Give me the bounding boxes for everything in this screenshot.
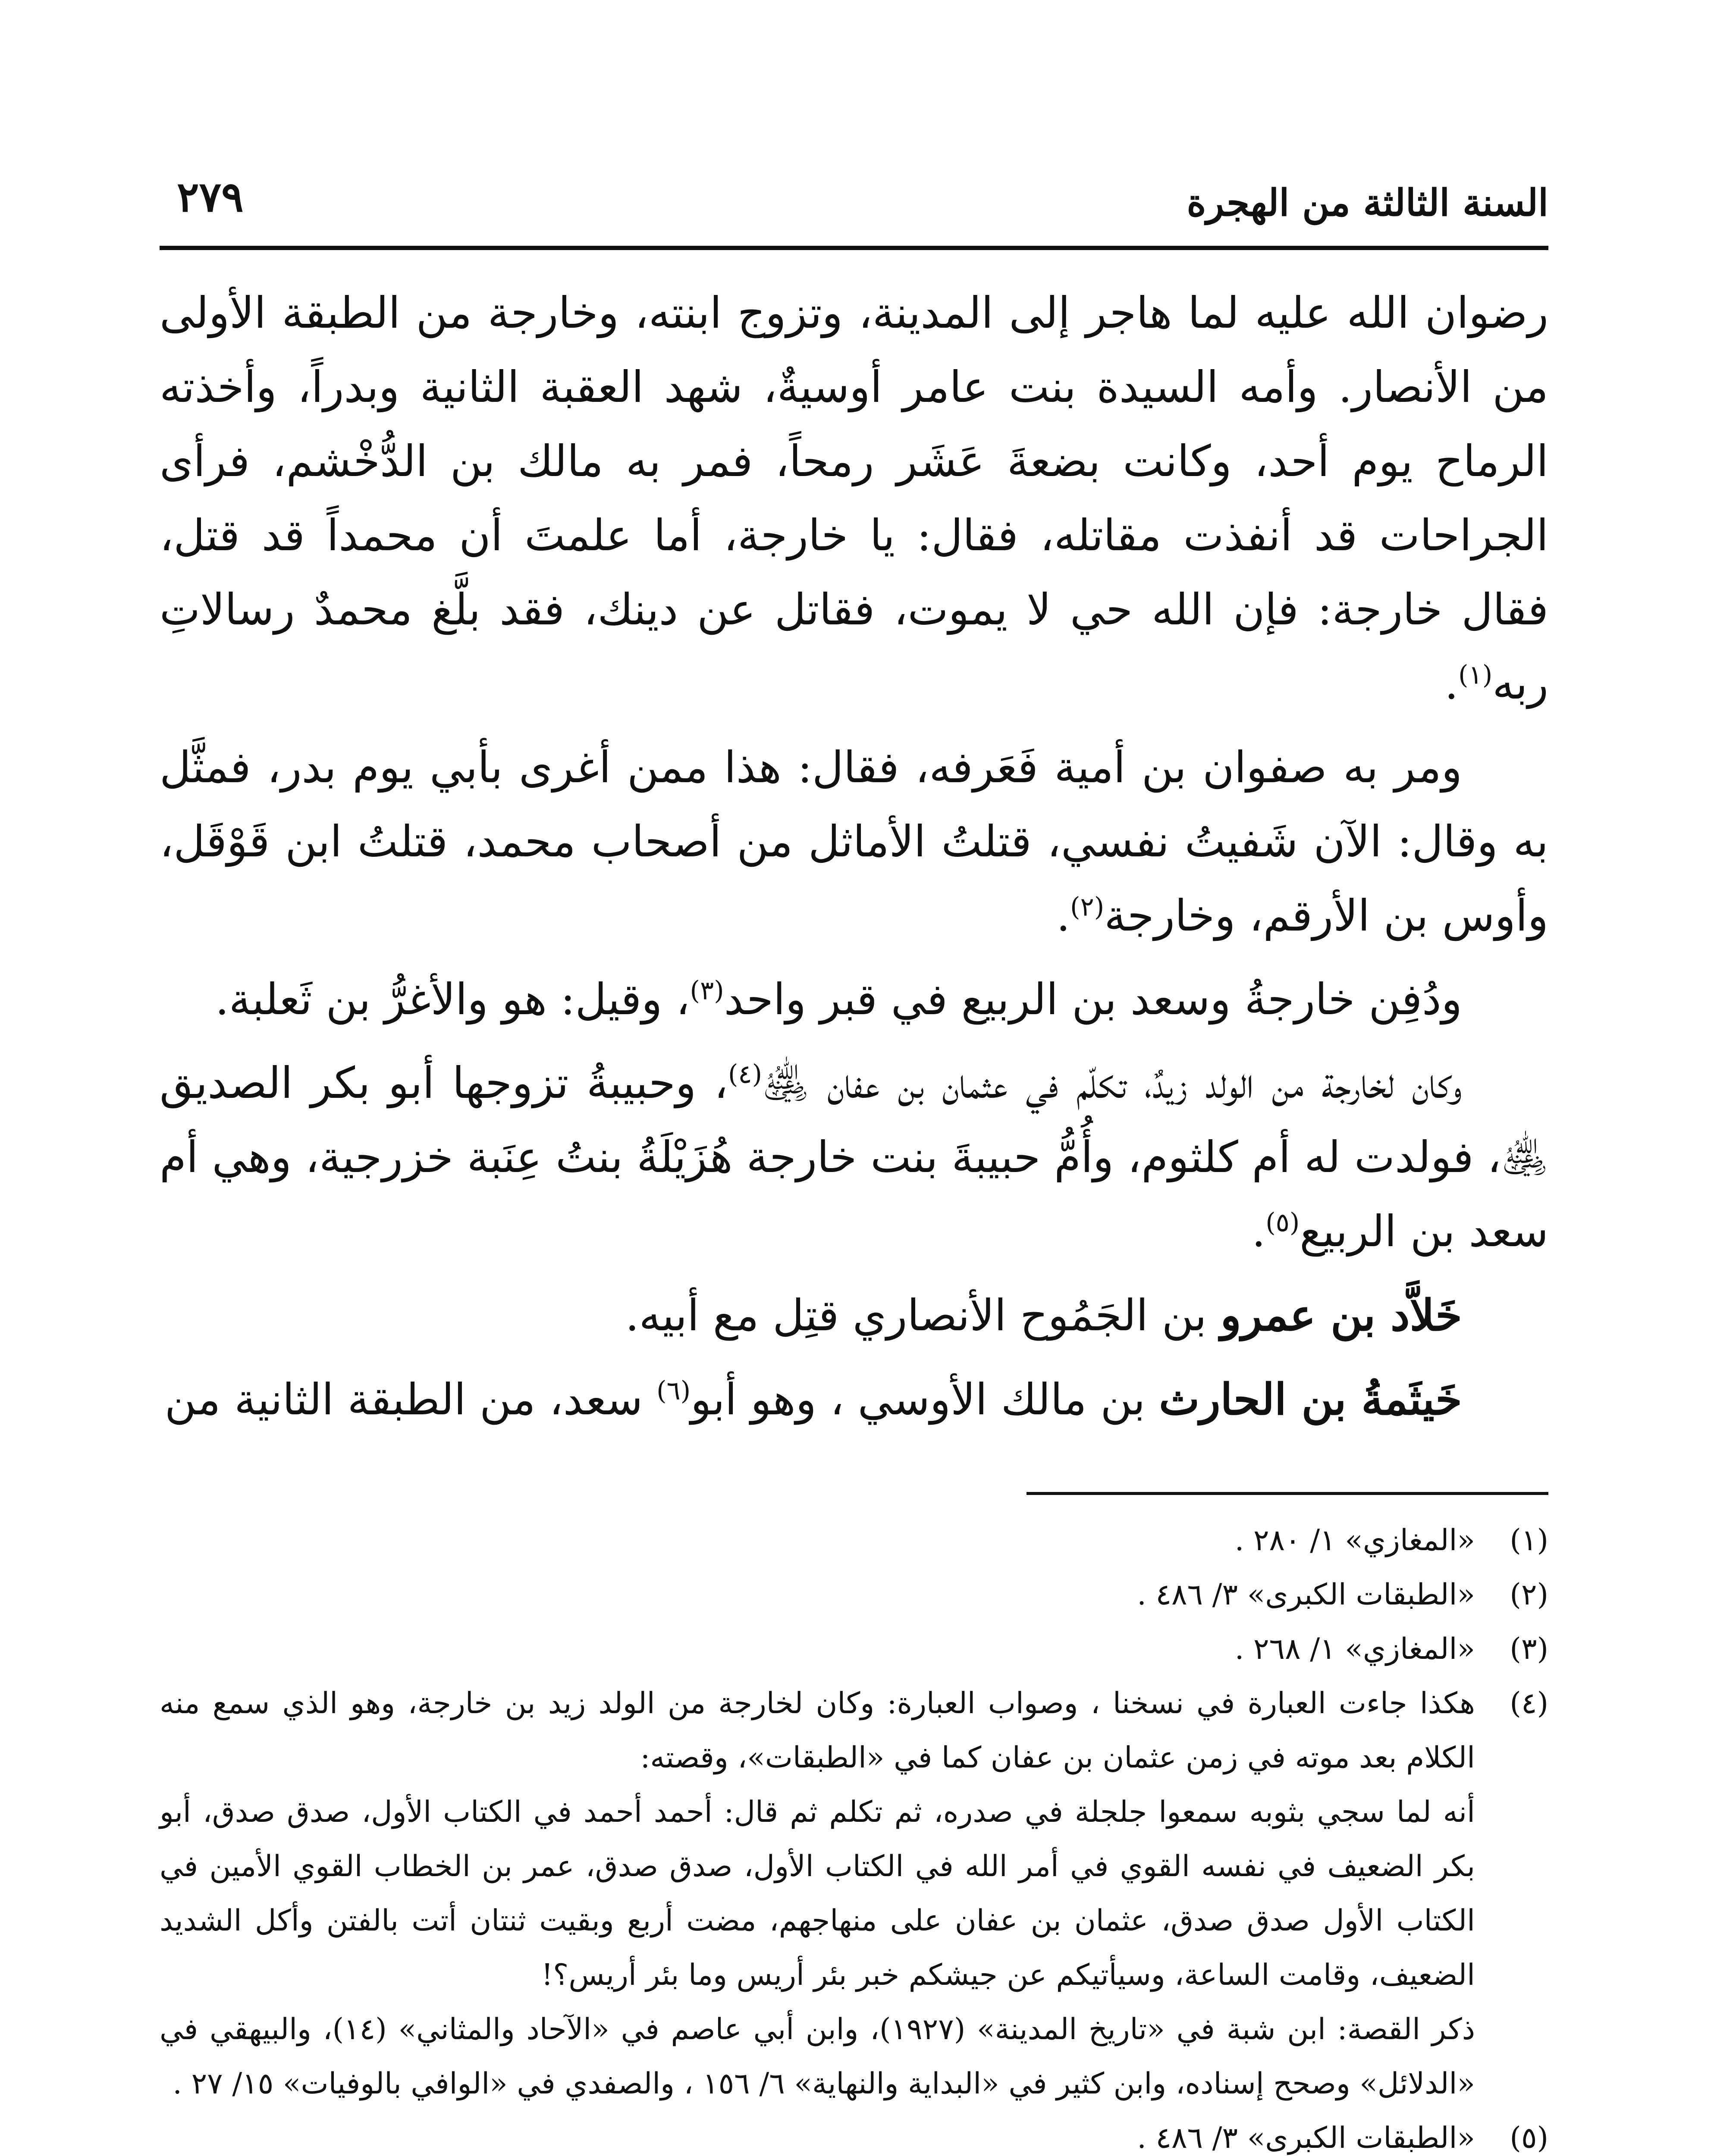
paragraph-6 <box>160 1362 1548 1437</box>
footnote-ref-2[interactable]: (٢) <box>1070 892 1105 922</box>
page-number: ٢٧٩ <box>177 172 244 221</box>
footnote-ref-4[interactable]: (٤) <box>728 1059 763 1090</box>
paragraph-text: بن مالك الأوسي ، وهو أبو <box>691 1374 1159 1425</box>
person-name: بن الحارث <box>1159 1374 1362 1425</box>
footnote-body <box>160 1677 1475 2111</box>
footnote-text: هكذا جاءت العبارة في نسخنا ، وصواب العبارة: وكان لخارجة من الولد زيد بن خارجة، وهو الذي سمع منه الكلام بعد موته في زمن عثمان بن عفان كما في «الطبقات»، وقصته: <box>160 1686 1475 1775</box>
sentence-end: . <box>1252 1206 1266 1257</box>
header-rule <box>160 246 1548 250</box>
paragraph-3 <box>160 962 1548 1037</box>
footnote-1 <box>160 1514 1548 1568</box>
footnote-ref-1[interactable]: (١) <box>1458 660 1493 690</box>
running-title: السنة الثالثة من الهجرة <box>1187 181 1548 225</box>
paragraph-text: ، وحبيبةُ تزوجها أبو بكر الصديق ﵁، فولدت له أم كلثوم، وأُمُّ حبيبةَ بنت خارجة هُزَيْلَةُ بنتُ عِنَبة خزرجية، وهي أم سعد بن الربيع <box>160 1058 1548 1257</box>
footnote-ref-6[interactable]: (٦) <box>656 1376 691 1406</box>
paragraph-text: ودُفِن خارجةُ وسعد بن الربيع في قبر واحد <box>724 974 1462 1025</box>
sentence-end: . <box>1444 658 1459 709</box>
person-name: خَلاَّد بن عمرو <box>1220 1290 1462 1341</box>
paragraph-text: وكان لخارجة من الولد زيدٌ، تكلّم في عثمان بن عفان ﵁ <box>762 1058 1462 1108</box>
sentence-end: . <box>1056 890 1070 941</box>
paragraph-2 <box>160 730 1548 953</box>
footnote-text: ذكر القصة: ابن شبة في «تاريخ المدينة» (١٩٢٧)، وابن أبي عاصم في «الآحاد والمثاني» (١٤)، والبيهقي في «الدلائل» وصحح إسناده، وابن كثير في «البداية والنهاية» ٦/ ١٥٦ ، والصفدي في «الوافي بالوفيات» ١٥/ ٢٧ . <box>160 2012 1475 2101</box>
footnote-4 <box>160 1677 1548 2111</box>
paragraph-1 <box>160 276 1548 721</box>
footnote-number: (٣) <box>1510 1632 1548 1666</box>
main-text <box>160 276 1548 1446</box>
paragraph-text: ، وقيل: هو والأغرُّ بن ثَعلبة. <box>215 974 690 1025</box>
footnote-number: (٥) <box>1510 2121 1548 2155</box>
footnote-3 <box>160 1622 1548 1677</box>
footnote-2 <box>160 1568 1548 1622</box>
paragraph-text: رضوان الله عليه لما هاجر إلى المدينة، وتزوج ابنته، وخارجة من الطبقة الأولى من الأنصار. وأمه السيدة بنت عامر أوسيةٌ، شهد العقبة الثانية وبدراً، وأخذته الرماح يوم أحد، وكانت بضعةَ عَشَر رمحاً، فمر به مالك بن الدُّخْشم، فرأى الجراحات قد أنفذت مقاتله، فقال: يا خارجة، أما علمتَ أن محمداً قد قتل، فقال خارجة: فإن الله حي لا يموت، فقاتل عن دينك، فقد بلَّغ محمدٌ رسالاتِ ربه <box>160 288 1548 709</box>
paragraph-text: بن الجَمُوح الأنصاري قتِل مع أبيه. <box>625 1290 1221 1341</box>
paragraph-4 <box>160 1046 1548 1269</box>
footnote-text: «الطبقات الكبرى» ٣/ ٤٨٦ . <box>1137 2121 1475 2155</box>
footnotes <box>160 1514 1548 2156</box>
footnote-ref-3[interactable]: (٣) <box>690 975 724 1006</box>
footnote-number: (١) <box>1510 1523 1548 1557</box>
footnote-text: أنه لما سجي بثوبه سمعوا جلجلة في صدره، ثم تكلم ثم قال: أحمد أحمد في الكتاب الأول، صدق صدق، أبو بكر الضعيف في نفسه القوي في أمر الله في الكتاب الأول، صدق صدق، عمر بن الخطاب القوي الأمين في الكتاب الأول صدق صدق، عثمان بن عفان على منهاجهم، مضت أربع وبقيت ثنتان أتت بالفتن وأكل الشديد الضعيف، وقامت الساعة، وسيأتيكم عن جيشكم خبر بئر أريس وما بئر أريس؟! <box>160 1795 1475 1992</box>
footnote-number: (٤) <box>1510 1686 1548 1720</box>
footnote-5 <box>160 2111 1548 2156</box>
footnote-text: «المغازي» ١/ ٢٦٨ . <box>1234 1632 1475 1666</box>
person-name: خَيثَمةُ <box>1361 1374 1462 1425</box>
paragraph-5 <box>160 1278 1548 1353</box>
paragraph-text: ومر به صفوان بن أمية فَعَرفه، فقال: هذا ممن أغرى بأبي يوم بدر، فمثَّل به وقال: الآن شَفيتُ نفسي، قتلتُ الأماثل من أصحاب محمد، قتلتُ ابن قَوْقَل، وأوس بن الأرقم، وخارجة <box>160 742 1548 941</box>
paragraph-text: سعد، من الطبقة الثانية من <box>164 1374 657 1425</box>
footnote-number: (٢) <box>1510 1578 1548 1612</box>
footnote-ref-5[interactable]: (٥) <box>1265 1207 1300 1238</box>
page-header <box>160 164 1548 250</box>
footnote-separator <box>1027 1492 1548 1495</box>
footnote-text: «المغازي» ١/ ٢٨٠ . <box>1234 1523 1475 1557</box>
footnote-text: «الطبقات الكبرى» ٣/ ٤٨٦ . <box>1137 1578 1475 1612</box>
